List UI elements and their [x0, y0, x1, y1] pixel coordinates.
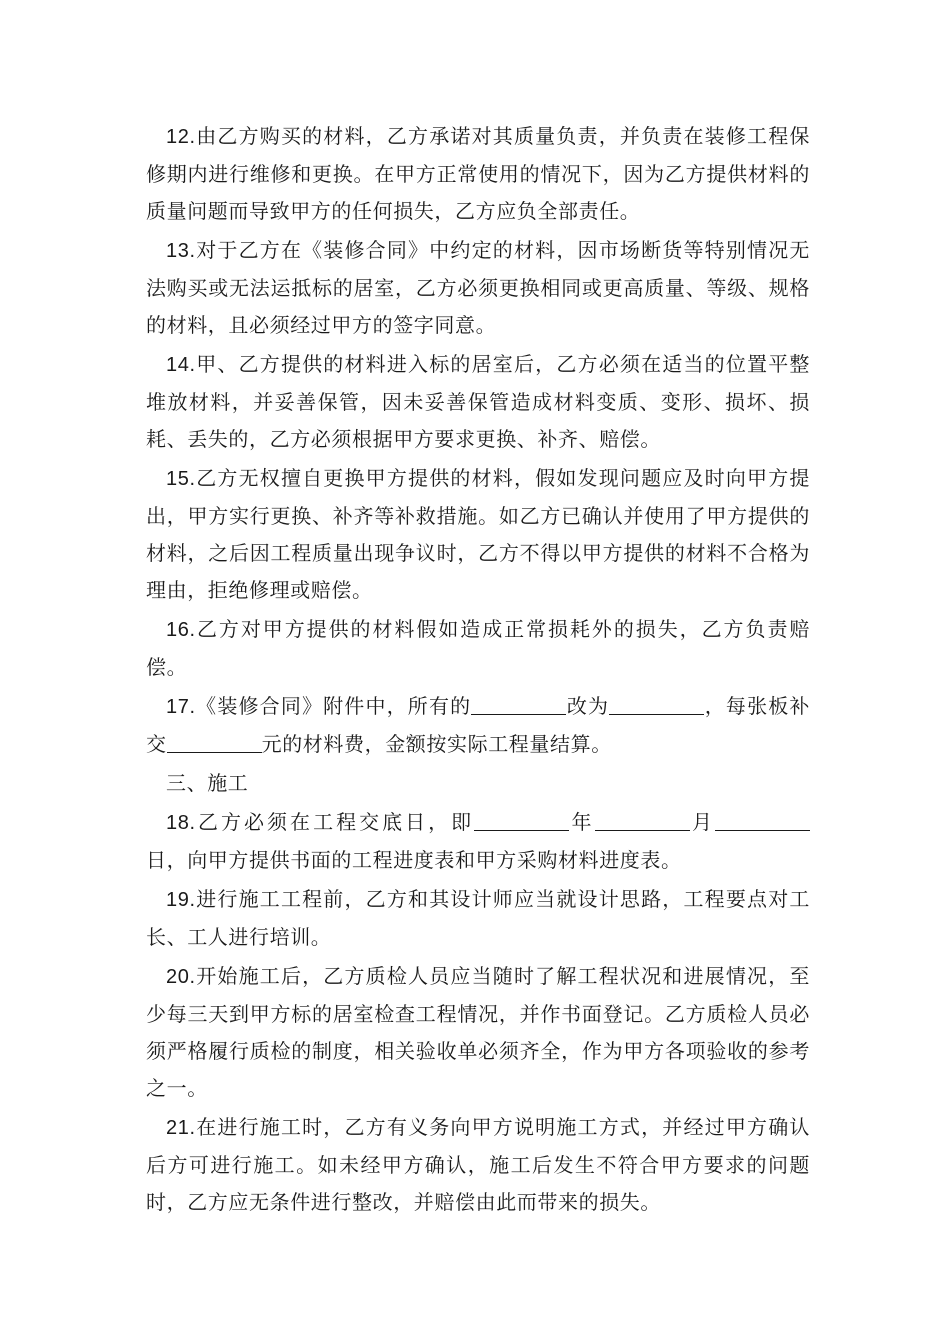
fill-in-blank: [715, 808, 810, 831]
fill-in-blank: [474, 808, 569, 831]
clause-20: [146, 958, 810, 1107]
clause-number: 12.: [166, 126, 196, 148]
clause-number: 14.: [166, 354, 196, 376]
clause-text: 年: [569, 810, 595, 834]
clause-text: 乙方对甲方提供的材料假如造成正常损耗外的损失，乙方负责赔偿。: [146, 617, 810, 679]
clause-17: [146, 688, 810, 763]
fill-in-blank: [471, 692, 566, 715]
clause-number: 13.: [166, 240, 196, 262]
clause-18: [146, 804, 810, 879]
clause-number: 17.: [166, 696, 196, 718]
clause-text: 改为: [566, 694, 610, 718]
clause-text: 乙方必须在工程交底日，即: [195, 810, 475, 834]
clause-text: 元的材料费，金额按实际工程量结算。: [261, 732, 612, 756]
clause-number: 21.: [166, 1117, 196, 1139]
clause-text: 对于乙方在《装修合同》中约定的材料，因市场断货等特别情况无法购买或无法运抵标的居室，乙方必须更换相同或更高质量、等级、规格的材料，且必须经过甲方的签字同意。: [146, 238, 810, 337]
clause-number: 20.: [166, 966, 196, 988]
clause-text: 进行施工工程前，乙方和其设计师应当就设计思路，工程要点对工长、工人进行培训。: [146, 887, 810, 949]
clause-text: 《装修合同》附件中，所有的: [195, 694, 472, 718]
clause-12: [146, 118, 810, 230]
clause-text: ，每张板补交: [146, 694, 810, 756]
fill-in-blank: [609, 692, 704, 715]
clause-14: [146, 346, 810, 458]
clause-text: 乙方无权擅自更换甲方提供的材料，假如发现问题应及时向甲方提出，甲方实行更换、补齐等补救措施。如乙方已确认并使用了甲方提供的材料，之后因工程质量出现争议时，乙方不得以甲方提供的材料不合格为理由，拒绝修理或赔偿。: [146, 466, 810, 602]
clause-number: 19.: [166, 889, 196, 911]
clause-13: [146, 232, 810, 344]
clause-number: 18.: [166, 812, 196, 834]
fill-in-blank: [595, 808, 690, 831]
clause-21: [146, 1109, 810, 1221]
clause-text: 开始施工后，乙方质检人员应当随时了解工程状况和进展情况，至少每三天到甲方标的居室检查工程情况，并作书面登记。乙方质检人员必须严格履行质检的制度，相关验收单必须齐全，作为甲方各项验收的参考之一。: [146, 964, 810, 1100]
clause-number: 16.: [166, 619, 196, 641]
clause-16: [146, 611, 810, 686]
clause-text: 月: [689, 810, 715, 834]
clause-19: [146, 881, 810, 956]
clause-text: 由乙方购买的材料，乙方承诺对其质量负责，并负责在装修工程保修期内进行维修和更换。在甲方正常使用的情况下，因为乙方提供材料的质量问题而导致甲方的任何损失，乙方应负全部责任。: [146, 124, 810, 223]
clause-15: [146, 460, 810, 609]
clause-number: 15.: [166, 468, 196, 490]
fill-in-blank: [167, 730, 262, 753]
clause-text: 甲、乙方提供的材料进入标的居室后，乙方必须在适当的位置平整堆放材料，并妥善保管，因未妥善保管造成材料变质、变形、损坏、损耗、丢失的，乙方必须根据甲方要求更换、补齐、赔偿。: [146, 352, 810, 451]
section-heading: 三、施工: [166, 771, 249, 795]
clause-text: 日，向甲方提供书面的工程进度表和甲方采购材料进度表。: [146, 848, 682, 872]
clause-text: 在进行施工时，乙方有义务向甲方说明施工方式，并经过甲方确认后方可进行施工。如未经甲方确认，施工后发生不符合甲方要求的问题时，乙方应无条件进行整改，并赔偿由此而带来的损失。: [146, 1115, 810, 1214]
